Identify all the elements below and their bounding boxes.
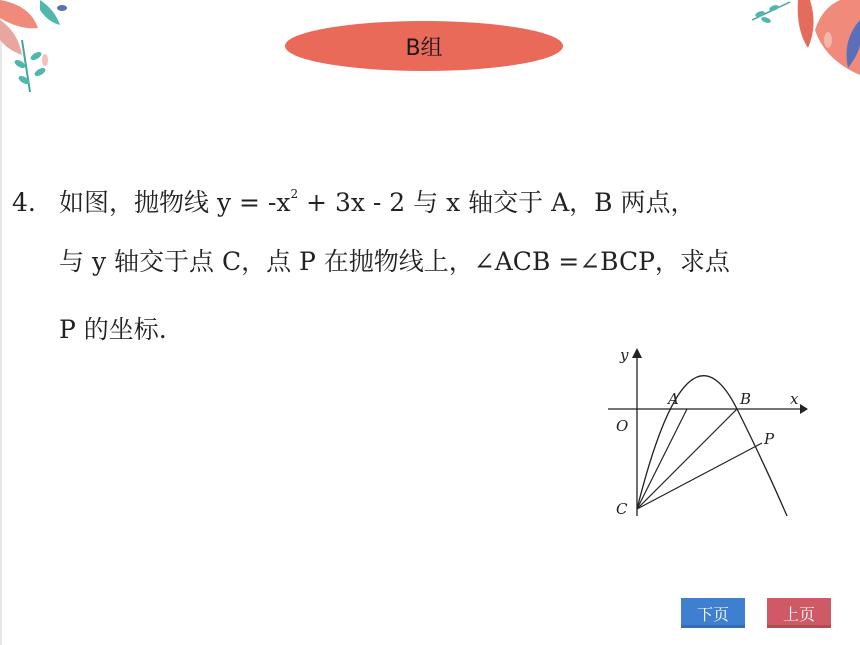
problem-line-1-part-b: + 3x - 2 与 x 轴交于 A，B 两点， xyxy=(298,188,696,217)
problem-line-2 xyxy=(12,228,852,296)
x-axis-arrow xyxy=(800,404,808,414)
segment-ca xyxy=(637,409,687,509)
y-axis-arrow xyxy=(632,348,642,358)
previous-page-button[interactable] xyxy=(767,598,831,628)
group-badge xyxy=(285,21,563,71)
problem-line-1-part-a: 如图，抛物线 y = -x xyxy=(59,188,291,217)
label-b: B xyxy=(740,390,752,408)
next-page-label: 下页 xyxy=(696,604,729,624)
group-label: B组 xyxy=(405,35,443,61)
problem-text xyxy=(12,160,852,364)
label-a: A xyxy=(668,390,679,408)
exponent: 2 xyxy=(290,187,299,201)
problem-line-1 xyxy=(12,160,852,228)
left-border xyxy=(0,0,2,645)
label-origin: O xyxy=(616,417,629,435)
label-p: P xyxy=(764,430,775,448)
segment-cp xyxy=(637,443,762,509)
problem-line-3-text: P 的坐标. xyxy=(59,315,167,344)
parabola-figure xyxy=(600,338,815,528)
leaf-decoration-left xyxy=(0,0,80,95)
problem-line-2-text: 与 y 轴交于点 C，点 P 在抛物线上，∠ACB =∠BCP，求点 xyxy=(59,247,730,276)
label-x: x xyxy=(790,390,799,408)
segment-cb xyxy=(637,409,737,509)
previous-page-label: 上页 xyxy=(782,604,815,624)
next-page-button[interactable] xyxy=(681,598,745,628)
label-y: y xyxy=(620,346,629,364)
leaf-decoration-right xyxy=(730,0,860,75)
problem-number: 4. xyxy=(12,188,36,217)
label-c: C xyxy=(616,500,628,518)
